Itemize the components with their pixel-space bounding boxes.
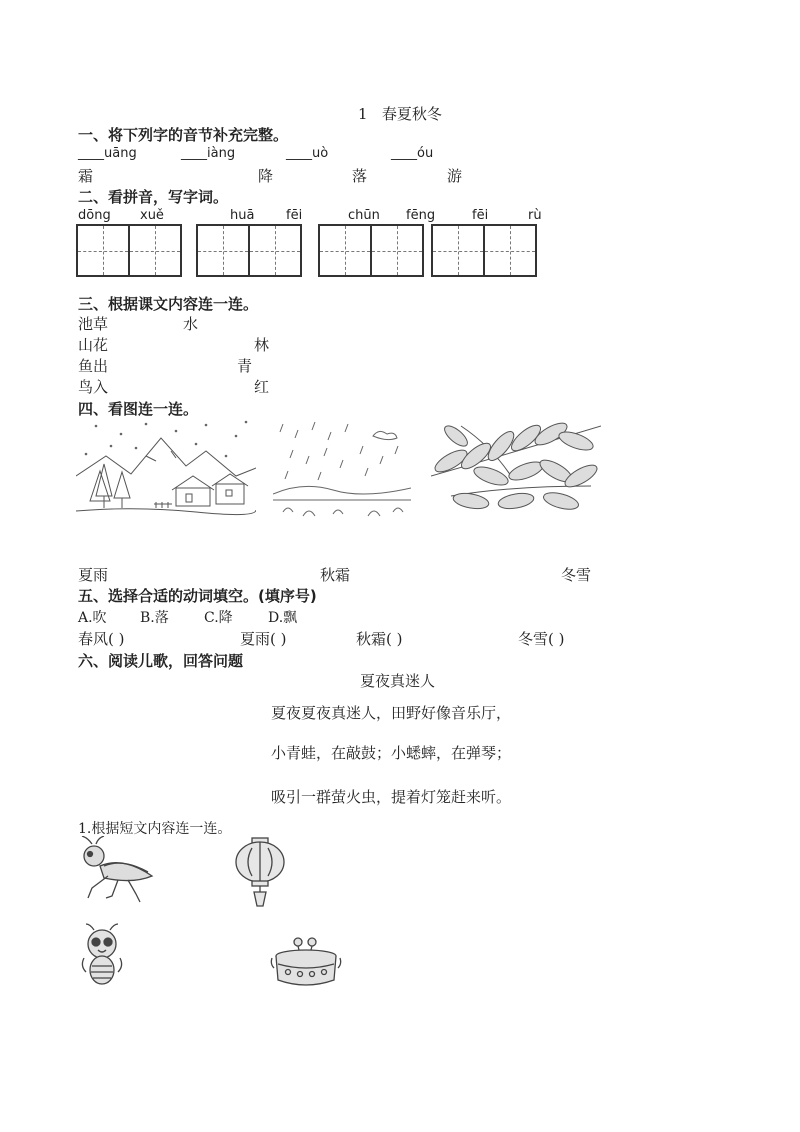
writing-box[interactable] bbox=[76, 224, 130, 277]
fill-blank-autumn-frost[interactable]: 秋霜( ) bbox=[356, 630, 403, 648]
writing-box[interactable] bbox=[318, 224, 372, 277]
section3-heading: 三、根据课文内容连一连。 bbox=[78, 295, 259, 313]
pinyin-1: dōng bbox=[78, 208, 111, 223]
writing-box[interactable] bbox=[483, 224, 537, 277]
picture-label-winter[interactable]: 冬雪 bbox=[561, 566, 592, 584]
syllable-blank-1[interactable]: ____uāng bbox=[78, 146, 137, 161]
picture-label-autumn[interactable]: 秋霜 bbox=[320, 566, 351, 584]
poem-line-1: 夏夜夏夜真迷人，田野好像音乐厅， bbox=[271, 704, 512, 722]
match-left-1[interactable]: 池草 bbox=[78, 315, 109, 333]
lantern-icon[interactable] bbox=[232, 836, 288, 908]
match-left-4[interactable]: 鸟入 bbox=[78, 378, 109, 396]
syllable-blank-4[interactable]: ____óu bbox=[391, 146, 434, 161]
section6-heading: 六、阅读儿歌，回答问题 bbox=[78, 652, 244, 670]
pinyin-5: chūn bbox=[348, 208, 380, 223]
grasshopper-icon[interactable] bbox=[78, 836, 156, 906]
writing-box[interactable] bbox=[431, 224, 485, 277]
section1-heading: 一、将下列字的音节补充完整。 bbox=[78, 126, 289, 144]
syllable-char-4: 游 bbox=[447, 167, 463, 185]
match-left-2[interactable]: 山花 bbox=[78, 336, 109, 354]
verb-option-b: B.落 bbox=[140, 610, 169, 626]
match-right-3[interactable]: 青 bbox=[237, 357, 253, 375]
writing-box[interactable] bbox=[370, 224, 424, 277]
pinyin-3: huā bbox=[230, 208, 255, 223]
section5-heading: 五、选择合适的动词填空。(填序号) bbox=[78, 587, 317, 605]
fill-blank-summer-rain[interactable]: 夏雨( ) bbox=[240, 630, 287, 648]
syllable-char-2: 降 bbox=[258, 167, 274, 185]
title-number: 1 bbox=[358, 105, 368, 123]
pinyin-4: fēi bbox=[286, 208, 303, 223]
pinyin-8: rù bbox=[528, 208, 542, 223]
cricket-icon[interactable] bbox=[78, 922, 126, 988]
writing-box[interactable] bbox=[196, 224, 250, 277]
summer-rain-picture[interactable] bbox=[273, 416, 411, 524]
poem-line-3: 吸引一群萤火虫，提着灯笼赶来听。 bbox=[271, 788, 512, 806]
fill-blank-spring-wind[interactable]: 春风( ) bbox=[78, 630, 125, 648]
picture-label-summer[interactable]: 夏雨 bbox=[78, 566, 109, 584]
drum-icon[interactable] bbox=[270, 934, 342, 990]
poem-line-2: 小青蛙，在敲鼓；小蟋蟀，在弹琴； bbox=[271, 744, 512, 762]
section4-heading: 四、看图连一连。 bbox=[78, 400, 199, 418]
pinyin-7: fēi bbox=[472, 208, 489, 223]
winter-snow-picture[interactable] bbox=[76, 416, 256, 524]
verb-option-c: C.降 bbox=[204, 610, 233, 626]
pinyin-2: xuě bbox=[140, 208, 164, 223]
syllable-char-3: 落 bbox=[352, 167, 368, 185]
poem-title: 夏夜真迷人 bbox=[360, 672, 436, 690]
autumn-frost-picture[interactable] bbox=[431, 416, 601, 524]
writing-box[interactable] bbox=[128, 224, 182, 277]
match-right-1[interactable]: 水 bbox=[183, 315, 199, 333]
syllable-char-1: 霜 bbox=[78, 167, 94, 185]
match-left-3[interactable]: 鱼出 bbox=[78, 357, 109, 375]
match-right-4[interactable]: 红 bbox=[254, 378, 270, 396]
match-right-2[interactable]: 林 bbox=[254, 336, 270, 354]
verb-option-d: D.飘 bbox=[268, 610, 298, 626]
question-1: 1.根据短文内容连一连。 bbox=[78, 821, 232, 837]
section2-heading: 二、看拼音，写字词。 bbox=[78, 188, 229, 206]
pinyin-6: fēng bbox=[406, 208, 436, 223]
syllable-blank-3[interactable]: ____uò bbox=[286, 146, 329, 161]
title-text: 春夏秋冬 bbox=[381, 105, 442, 123]
page-title bbox=[358, 103, 442, 124]
verb-option-a: A.吹 bbox=[78, 610, 107, 626]
fill-blank-winter-snow[interactable]: 冬雪( ) bbox=[518, 630, 565, 648]
syllable-blank-2[interactable]: ____iàng bbox=[181, 146, 236, 161]
writing-box[interactable] bbox=[248, 224, 302, 277]
